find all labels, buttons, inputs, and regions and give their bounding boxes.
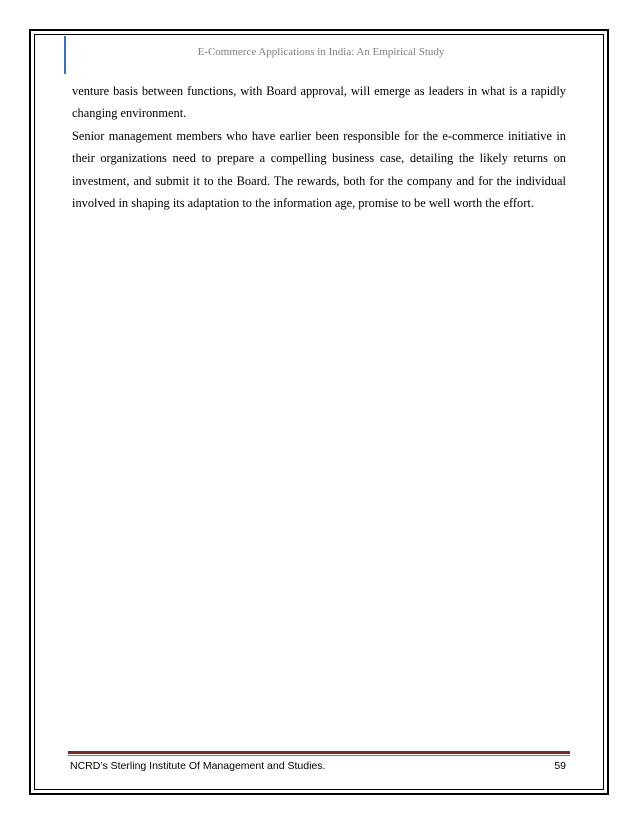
page-number: 59 [554,760,566,772]
footer-institute: NCRD’s Sterling Institute Of Management and Studies. [70,760,326,772]
footer-rule-thin [68,755,570,756]
paragraph-1: venture basis between functions, with Board approval, will emerge as leaders in what is a rapidly changing environment. [72,84,566,121]
body-text [72,80,566,214]
running-header: E-Commerce Applications in India: An Empirical Study [197,46,445,58]
footer-rule [68,751,570,754]
paragraph-2: Senior management members who have earlier been responsible for the e-commerce initiative in their organizations need to prepare a compelling business case, detailing the likely returns on investment, and submit it to the Board. The rewards, both for the company and for the individual involved in shaping its adaptation to the information age, promise to be well worth the effort. [72,128,566,211]
